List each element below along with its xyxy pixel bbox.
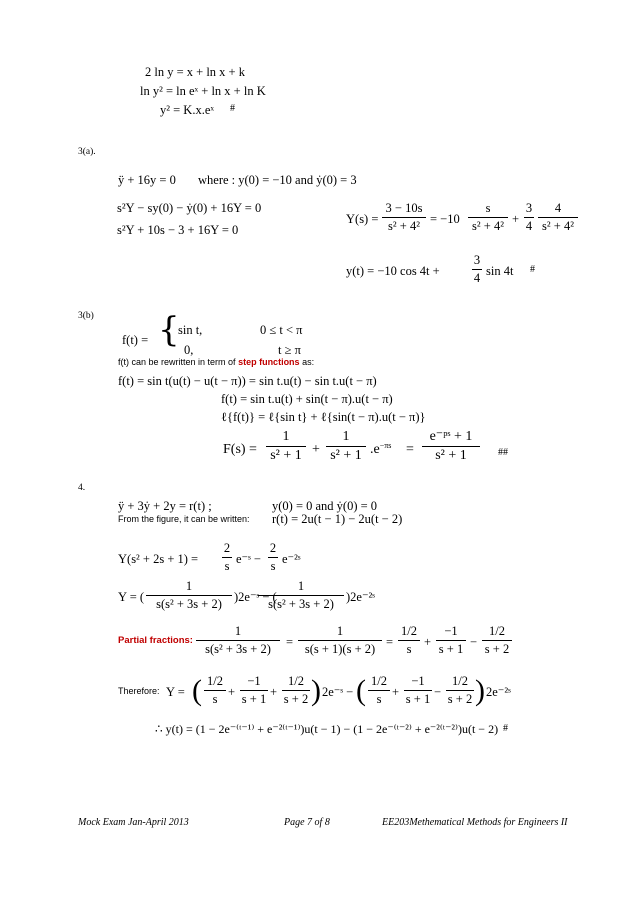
q3a-fraction-3: $\frac{3}{4}$	[525, 201, 533, 233]
q4-t4: $\frac{1/2}{s}$	[368, 675, 390, 705]
q3b-case-2: 0,	[184, 343, 194, 357]
q3a-eq-neg10: = −10	[430, 212, 460, 226]
left-paren: (	[192, 674, 202, 707]
q4-plus: +	[424, 635, 432, 649]
q4-t-mid: 2e⁻ˢ −	[322, 685, 354, 699]
q3b-fraction-3: $\frac{\text{e⁻ᵖˢ + 1}}{\text{s² + 1}}$	[422, 430, 480, 463]
q4-figure-note: From the figure, it can be written:	[118, 514, 250, 524]
q3a-plus: +	[512, 212, 520, 226]
q4-p1: $\frac{1}{\text{s(s² + 3s + 2)}}$	[196, 625, 280, 655]
q4-t2: $\frac{-1}{s + 1}$	[241, 674, 267, 706]
eq-top-1: 2 ln y = x + ln x + k	[145, 65, 245, 79]
q3b-step-2: f(t) = sin t.u(t) + sin(t − π).u(t − π)	[221, 392, 393, 406]
right-paren: )	[475, 674, 485, 707]
q3b-eq: =	[406, 442, 414, 457]
plus-sign: +	[392, 685, 400, 699]
plus-sign: +	[270, 685, 278, 699]
q4-k1-post: )2e⁻ˢ − (	[234, 590, 277, 604]
q3a-initial-conditions: where : y(0) = −10 and ẏ(0) = 3	[198, 173, 357, 187]
q4-p2: $\frac{1}{s(s + 1)(s + 2)}$	[298, 625, 382, 655]
q4-k2-post: )2e⁻²ˢ	[346, 590, 375, 604]
q4-k2: $\frac{1}{\text{s(s² + 3s + 2)}}$	[258, 580, 344, 610]
q4-label: 4.	[78, 483, 86, 493]
end-mark: ##	[498, 447, 508, 458]
end-mark: #	[230, 103, 235, 114]
end-mark: #	[503, 723, 508, 734]
q3b-rewrite-note: f(t) can be rewritten in term of step functions as:	[118, 357, 315, 367]
q4-final-solution: ∴ y(t) = (1 − 2e⁻⁽ᵗ⁻¹⁾ + e⁻²⁽ᵗ⁻¹⁾)u(t − 1) − (1 − 2e⁻⁽ᵗ⁻²⁾ + e⁻²⁽ᵗ⁻²⁾)u(t − 2)	[155, 722, 499, 736]
end-mark: #	[530, 264, 535, 275]
q3a-fraction-4: $\frac{4}{\text{s² + 4²}}$	[538, 202, 578, 232]
q4-Y1: Y(s² + 2s + 1) =	[118, 552, 199, 566]
left-paren: (	[356, 674, 366, 707]
q4-eq: =	[286, 635, 294, 649]
q3b-case-1: sin t,	[178, 323, 203, 337]
q4-p5: $\frac{1/2}{s + 2}$	[482, 625, 512, 655]
q4-minus: −	[470, 635, 478, 649]
q4-t1: $\frac{1/2}{s}$	[204, 675, 226, 705]
q4-p4: $\frac{-1}{s + 1}$	[436, 625, 466, 655]
q4-p3: $\frac{1/2}{s}$	[398, 625, 420, 655]
q4-t6: $\frac{1/2}{s + 2}$	[447, 674, 473, 706]
q4-T-lhs: Y =	[166, 685, 185, 699]
eq-top-2: ln y² = ln eˣ + ln x + ln K	[140, 84, 266, 98]
q3a-laplace-1: s²Y − sy(0) − ẏ(0) + 16Y = 0	[117, 201, 262, 215]
q4-t-end: 2e⁻²ˢ	[486, 685, 511, 699]
q3a-fraction-2: $\frac{s}{\text{s² + 4²}}$	[468, 202, 508, 232]
q3a-ode: ÿ + 16y = 0	[118, 173, 176, 187]
q4-k1: $\frac{1}{\text{s(s² + 3s + 2)}}$	[146, 580, 232, 610]
q3b-case-2-cond: t ≥ π	[278, 343, 301, 357]
q3b-step-1: f(t) = sin t(u(t) − u(t − π)) = sin t.u(t) − sin t.u(t − π)	[118, 374, 377, 388]
q4-e2: e⁻²ˢ	[282, 552, 301, 566]
q3b-label: 3(b)	[78, 311, 94, 321]
q3b-fraction-1: $\frac{1}{\text{s² + 1}}$	[266, 430, 306, 463]
q4-t5: $\frac{-1}{s + 1}$	[405, 674, 431, 706]
q4-Y2: Y = (	[118, 590, 145, 604]
plus-sign: +	[228, 685, 236, 699]
q4-partial-label: Partial fractions:	[118, 635, 193, 646]
footer-page: Page 7 of 8	[284, 817, 330, 828]
q4-therefore-label: Therefore:	[118, 686, 160, 696]
q3a-fraction-5: $\frac{3}{4}$	[473, 253, 481, 285]
q3b-fraction-2: $\frac{1}{\text{s² + 1}}$	[326, 430, 366, 463]
q3a-solution: y(t) = −10 cos 4t +	[346, 264, 440, 278]
left-brace: {	[158, 310, 180, 350]
q4-rt: r(t) = 2u(t − 1) − 2u(t − 2)	[272, 512, 403, 526]
q3b-ft: f(t) =	[122, 333, 149, 347]
q4-ode: ÿ + 3ẏ + 2y = r(t) ;	[118, 499, 212, 513]
q3a-label: 3(a).	[78, 147, 96, 157]
q3a-fraction-1: $\frac{3 - 10s}{\text{s² + 4²}}$	[382, 202, 426, 232]
q3b-plus: +	[312, 442, 320, 457]
right-paren: )	[311, 674, 321, 707]
eq-top-3: y² = K.x.eˣ	[160, 103, 214, 117]
q4-e1: e⁻ˢ −	[236, 552, 261, 566]
minus-sign: −	[434, 685, 442, 699]
q4-h2: $\frac{2}{s}$	[269, 541, 277, 573]
q3b-exp: $.e^{-\pi s}$	[370, 441, 392, 457]
q4-initial-conditions: y(0) = 0 and ẏ(0) = 0	[272, 499, 378, 513]
q4-eq: =	[386, 635, 394, 649]
q4-h1: $\frac{2}{s}$	[223, 541, 231, 573]
q3a-laplace-2: s²Y + 10s − 3 + 16Y = 0	[117, 223, 239, 237]
footer-right: EE203Methematical Methods for Engineers II	[382, 817, 568, 828]
q3b-case-1-cond: 0 ≤ t < π	[260, 323, 303, 337]
q3b-step-3: ℓ{f(t)} = ℓ{sin t} + ℓ{sin(t − π).u(t − π)}	[221, 410, 426, 424]
q4-t3: $\frac{1/2}{s + 2}$	[283, 674, 309, 706]
footer-left: Mock Exam Jan-April 2013	[78, 817, 189, 828]
q3a-solution-end: sin 4t	[486, 264, 514, 278]
q3a-Ys-lhs: Y(s) =	[346, 212, 379, 226]
q3b-Fs: F(s) =	[223, 442, 257, 457]
